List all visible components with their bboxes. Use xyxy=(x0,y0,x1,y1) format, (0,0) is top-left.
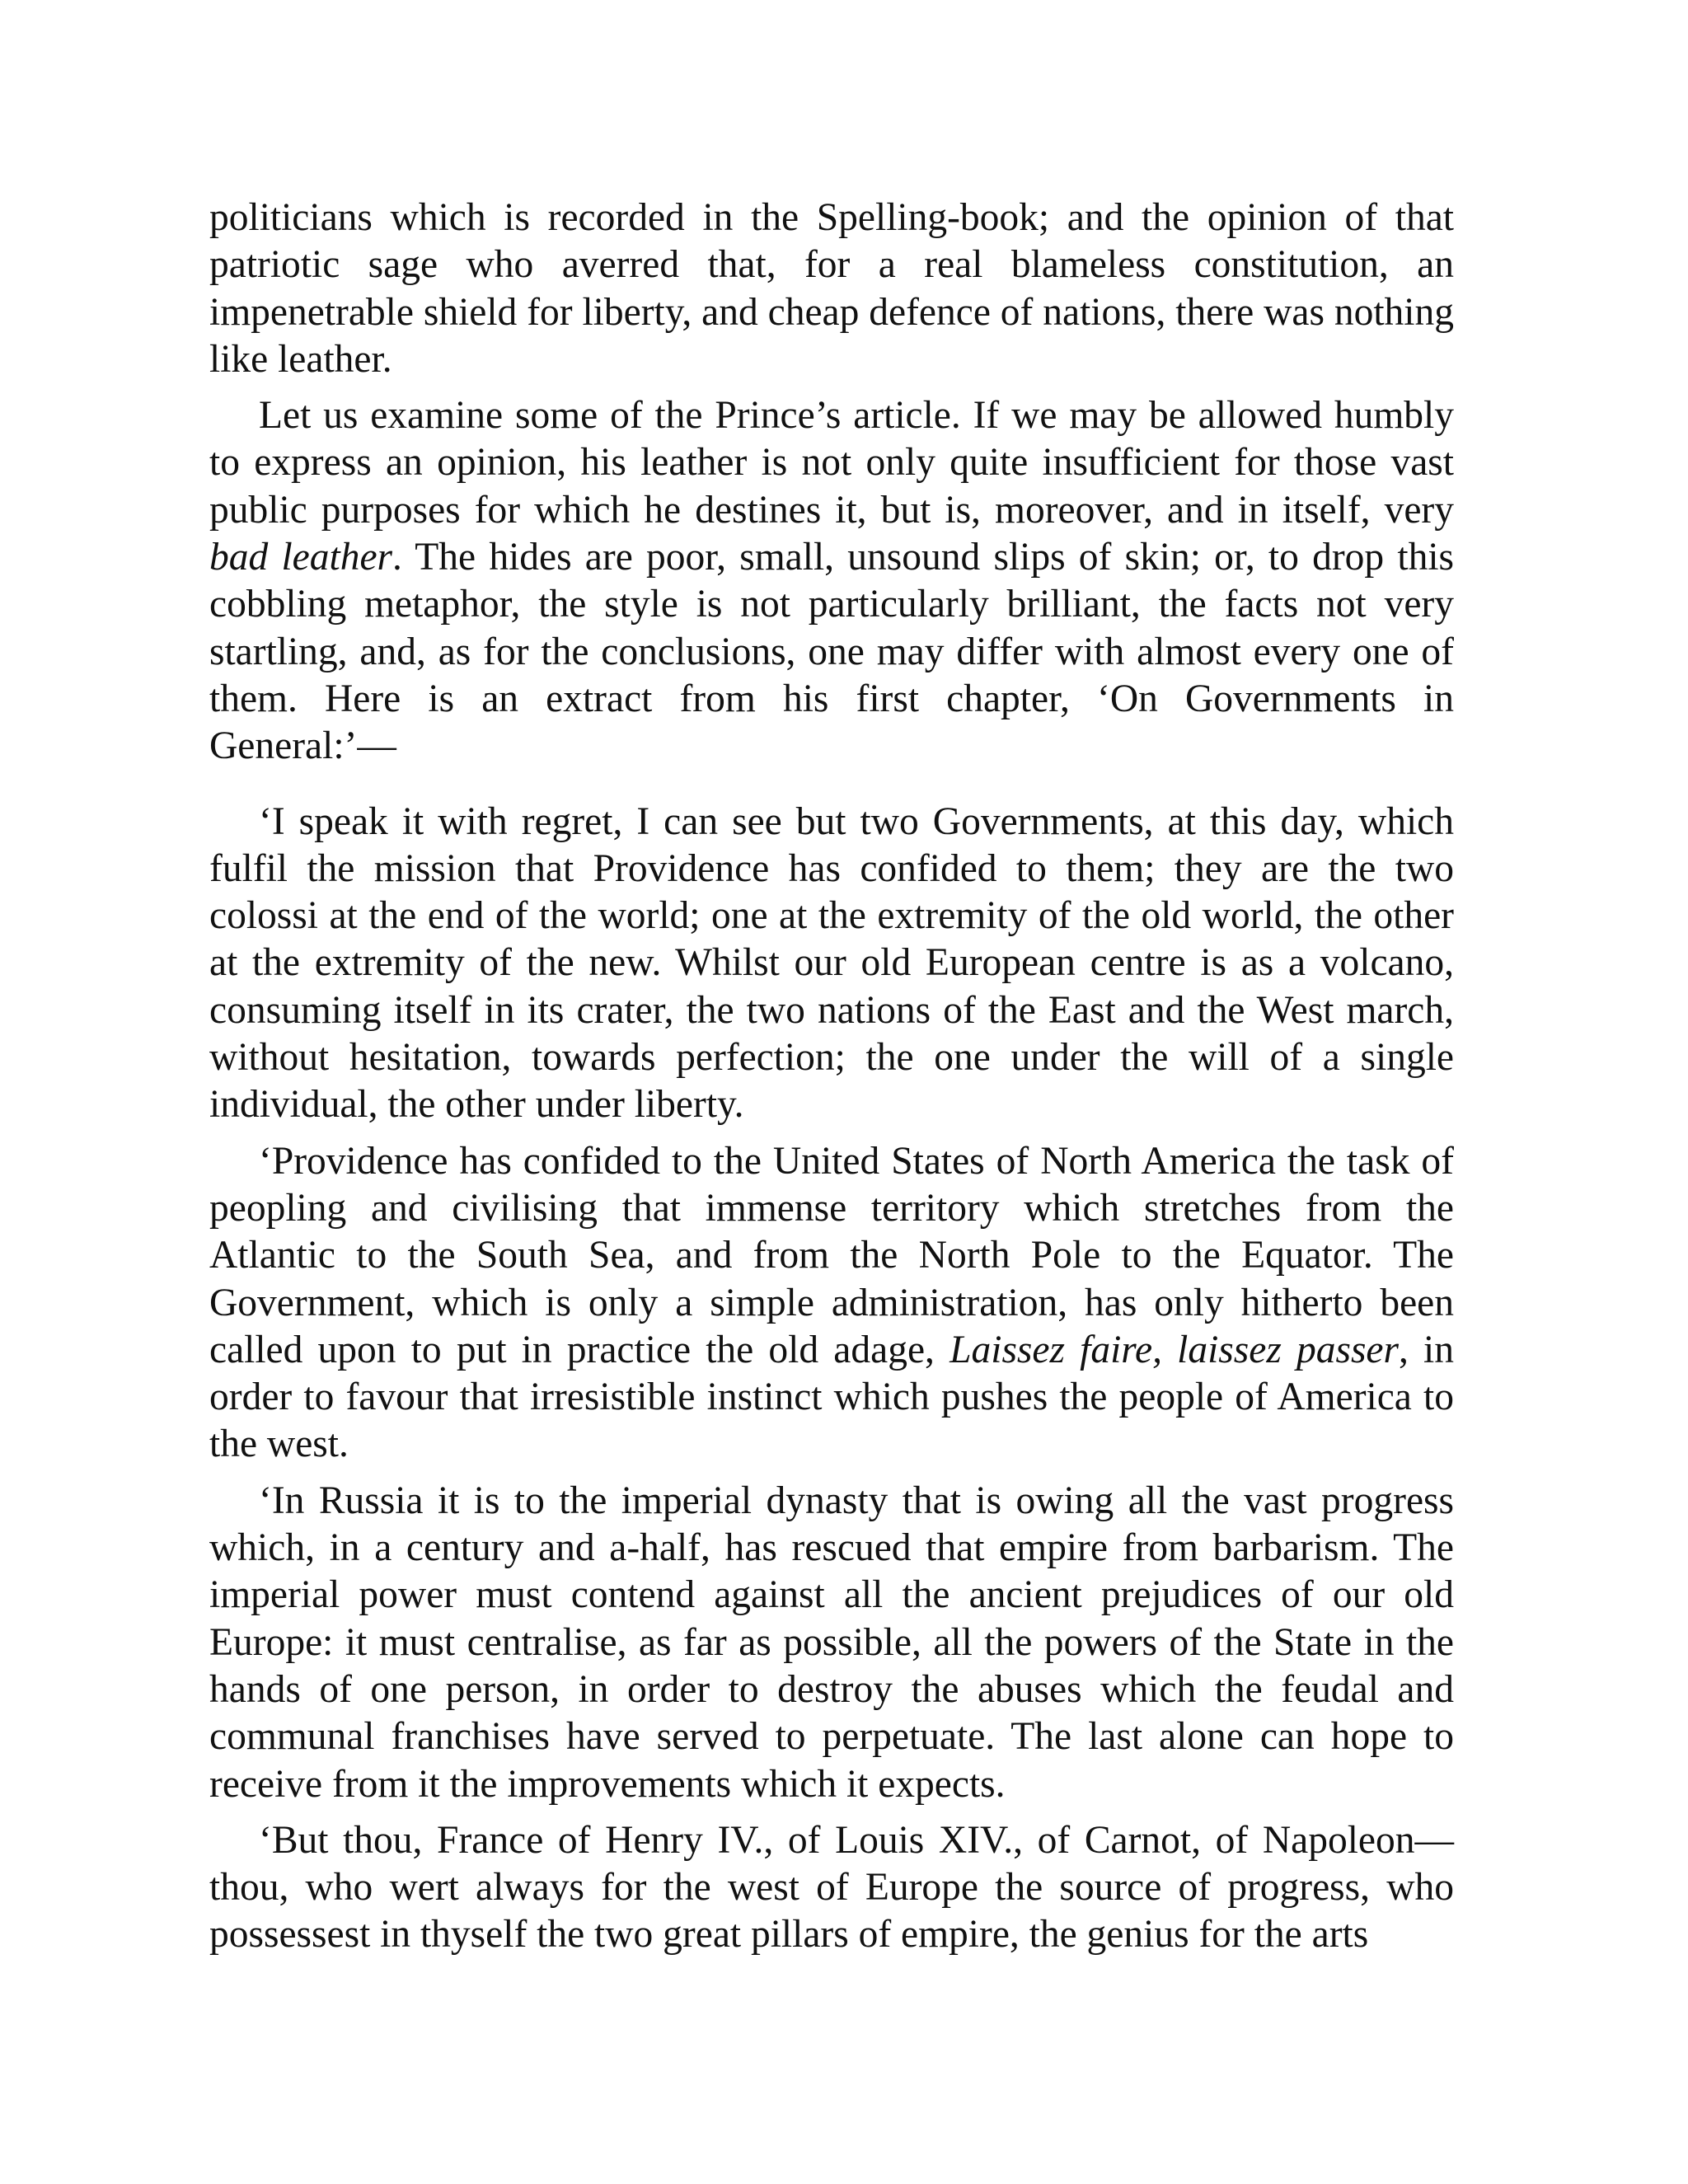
quote-paragraph-france xyxy=(209,1817,1454,1959)
paragraph-text: Let us examine some of the Prince’s article. If we may be allowed humbly to express an opinion, his leather is not only quite insufficient for those vast public purposes for which he destines it, but is, moreover, and in itself, very xyxy=(209,394,1454,532)
paragraph-text: ‘In Russia it is to the imperial dynasty that is owing all the vast progress which, in a century and a-half, has rescued that empire from barbarism. The imperial power must contend against all the ancient prejudices of our old Europe: it must centralise, as far as possible, all the powers of the State in the hands of one person, in order to destroy the abuses which the feudal and communal franchises have served to perpetuate. The last alone can hope to receive from it the improvements which it expects. xyxy=(209,1479,1454,1806)
paragraph-text: , in order to favour that irresistible instinct which pushes the people of America to the west. xyxy=(209,1328,1454,1466)
paragraph-prince-article xyxy=(209,392,1454,770)
paragraph-text: ‘I speak it with regret, I can see but two Governments, at this day, which fulfil the mission that Providence has confided to them; they are the two colossi at the end of the world; one at the extremity of the old world, the other at the extremity of the new. Whilst our old European centre is as a volcano, consuming itself in its crater, the two nations of the East and the West march, without hesitation, towards perfection; the one under the will of a single individual, the other under liberty. xyxy=(209,799,1454,1127)
italic-phrase: Laissez faire, laissez passer xyxy=(950,1328,1400,1371)
paragraph-text: . The hides are poor, small, unsound slips of skin; or, to drop this cobbling metaphor, the style is not particularly brilliant, the facts not very startling, and, as for the conclusions, one may differ with almost every one of them. Here is an extract from his first chapter, ‘On Governments in General:’— xyxy=(209,536,1454,768)
paragraph-text: politicians which is recorded in the Spelling-book; and the opinion of that patriotic sage who averred that, for a real blameless constitution, an impenetrable shield for liberty, and cheap defence of nations, there was nothing like leather. xyxy=(209,196,1454,381)
quote-paragraph-russia xyxy=(209,1478,1454,1808)
paragraph-text: ‘But thou, France of Henry IV., of Louis XIV., of Carnot, of Napoleon—thou, who wert always for the west of Europe the source of progress, who possessest in thyself the two great pillars of empire, the genius for the arts xyxy=(209,1818,1454,1957)
quote-paragraph-governments xyxy=(209,799,1454,1129)
paragraph-text: ‘Providence has confided to the United States of North America the task of peopling and civilising that immense territory which stretches from the Atlantic to the South Sea, and from the North Pole to the Equator. The Government, which is only a simple administration, has only hitherto been called upon to put in practice the old adage, xyxy=(209,1139,1454,1371)
italic-phrase: bad leather xyxy=(209,536,393,579)
document-page xyxy=(209,194,1454,1959)
quote-paragraph-united-states xyxy=(209,1138,1454,1469)
paragraph-continuation xyxy=(209,194,1454,383)
